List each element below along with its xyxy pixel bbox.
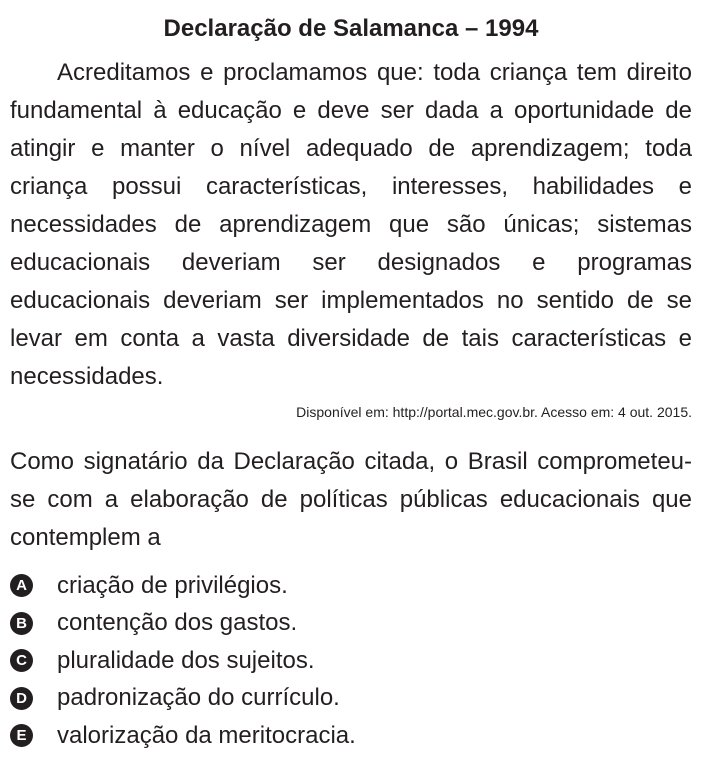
document-title: Declaração de Salamanca – 1994 (163, 15, 539, 42)
option-c[interactable] (10, 642, 692, 680)
quoted-paragraph: Acreditamos e proclamamos que: toda criança tem direito fundamental à educação e deve ser dada a oportunidade de atingir e manter o nível adequado de aprendizagem; toda criança possui características, interesses, habilidades e necessidades de aprendizagem que são únicas; sistemas educacionais deveriam ser designados e programas educacionais deveriam ser implementados no sentido de se levar em conta a vasta diversidade de tais características e necessidades. (10, 59, 692, 390)
option-a[interactable] (10, 567, 692, 605)
option-letter-badge: A (10, 574, 33, 597)
source-citation: Disponível em: http://portal.mec.gov.br. Acesso em: 4 out. 2015. (296, 404, 692, 420)
option-text: criação de privilégios. (57, 571, 288, 599)
answer-options (10, 567, 692, 755)
option-text: padronização do currículo. (57, 684, 340, 712)
option-text: contenção dos gastos. (57, 609, 298, 637)
option-text: valorização da meritocracia. (57, 721, 356, 749)
option-letter-badge: E (10, 724, 33, 747)
option-b[interactable] (10, 605, 692, 643)
option-letter-badge: D (10, 687, 33, 710)
option-e[interactable] (10, 717, 692, 755)
option-d[interactable] (10, 680, 692, 718)
option-letter-badge: C (10, 649, 33, 672)
option-letter-badge: B (10, 612, 33, 635)
option-text: pluralidade dos sujeitos. (57, 646, 315, 674)
question-stem: Como signatário da Declaração citada, o Brasil comprometeu-se com a elaboração de políticas públicas educacionais que contemplem a (10, 448, 692, 551)
